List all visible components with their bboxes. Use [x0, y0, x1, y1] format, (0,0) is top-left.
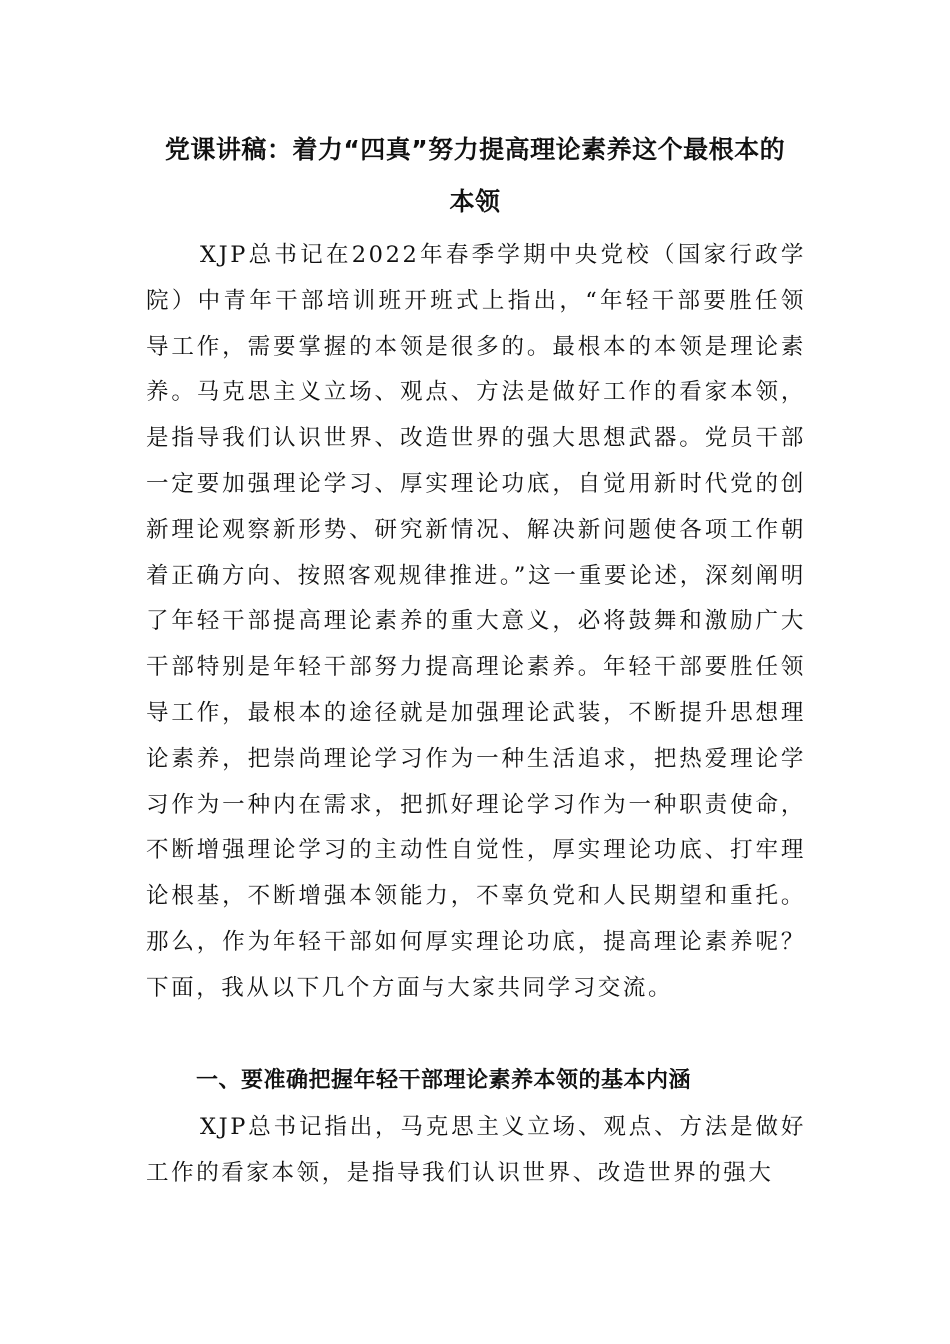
document-title-line-1: 党课讲稿：着力“四真”努力提高理论素养这个最根本的 — [164, 135, 786, 164]
document-title-line-2: 本领 — [449, 187, 501, 216]
section-heading-1: 一、要准确把握年轻干部理论素养本领的基本内涵 — [196, 1068, 692, 1093]
section-1-paragraph: XJP总书记指出，马克思主义立场、观点、方法是做好工作的看家本领，是指导我们认识世界、改造世界的强大 — [146, 1114, 806, 1186]
intro-paragraph: XJP总书记在2022年春季学期中央党校（国家行政学院）中青年干部培训班开班式上指出，“年轻干部要胜任领导工作，需要掌握的本领是很多的。最根本的本领是理论素养。马克思主义立场、观点、方法是做好工作的看家本领，是指导我们认识世界、改造世界的强大思想武器。党员干部一定要加强理论学习、厚实理论功底，自觉用新时代党的创新理论观察新形势、研究新情况、解决新问题使各项工作朝着正确方向、按照客观规律推进。”这一重要论述，深刻阐明了年轻干部提高理论素养的重大意义，必将鼓舞和激励广大干部特别是年轻干部努力提高理论素养。年轻干部要胜任领导工作，最根本的途径就是加强理论武装，不断提升思想理论素养，把崇尚理论学习作为一种生活追求，把热爱理论学习作为一种内在需求，把抓好理论学习作为一种职责使命，不断增强理论学习的主动性自觉性，厚实理论功底、打牢理论根基，不断增强本领能力，不辜负党和人民期望和重托。那么，作为年轻干部如何厚实理论功底，提高理论素养呢？下面，我从以下几个方面与大家共同学习交流。 — [146, 242, 806, 1001]
